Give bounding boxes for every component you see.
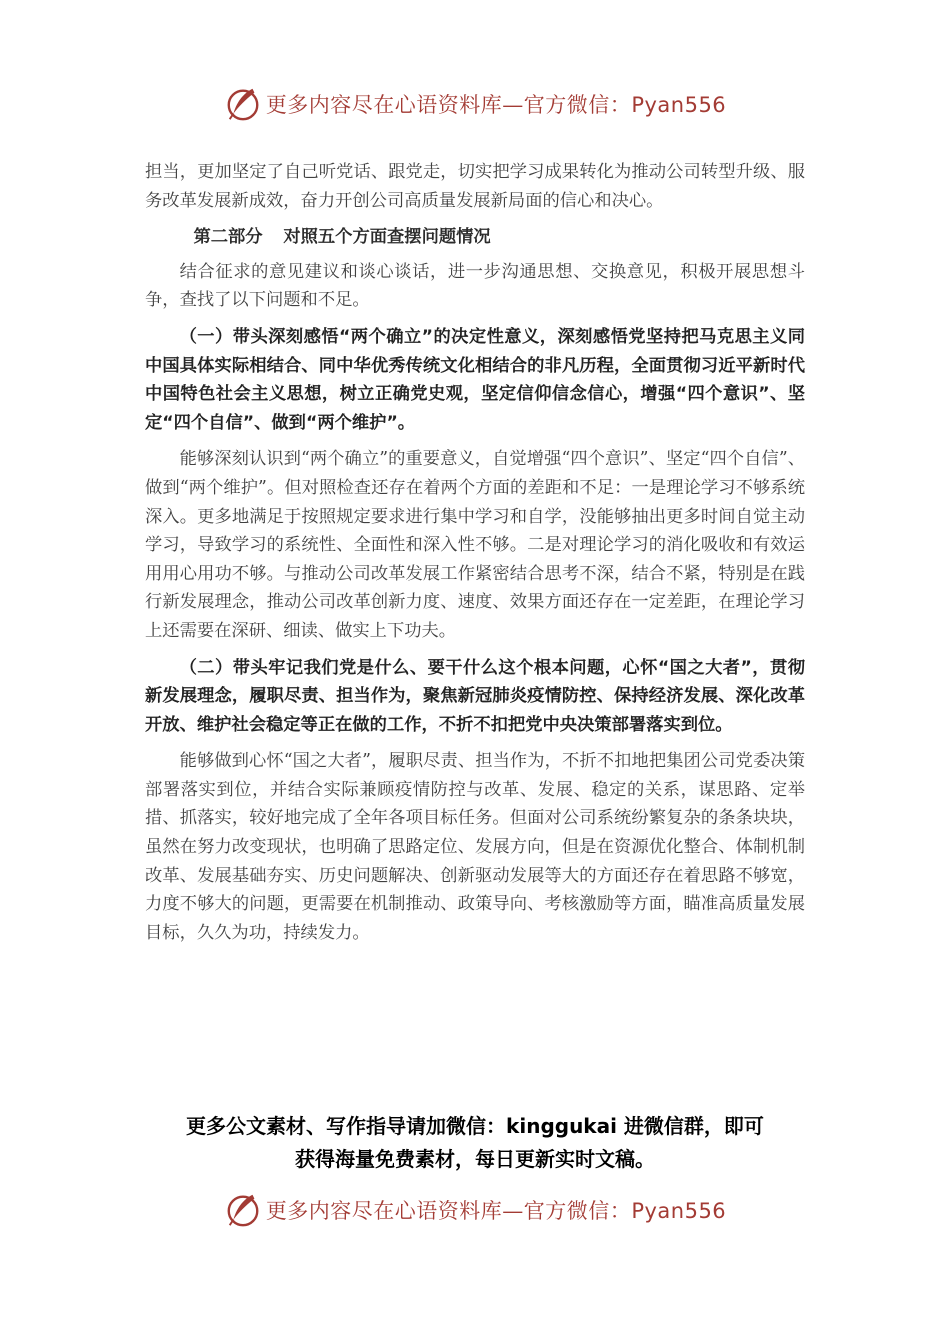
banner-text: 更多内容尽在心语资料库—官方微信：Pyan556 xyxy=(265,93,727,117)
footer-note xyxy=(0,1110,950,1176)
feather-pen-logo-icon xyxy=(224,85,262,123)
feather-pen-logo-icon xyxy=(224,1191,262,1229)
part-title xyxy=(145,223,805,252)
section-heading: （一）带头深刻感悟“两个确立”的决定性意义，深刻感悟党坚持把马克思主义同中国具体实际相结合、同中华优秀传统文化相结合的非凡历程，全面贯彻习近平新时代中国特色社会主义思想，树立正确党史观，坚定信仰信念信心，增强“四个意识”、坚定“四个自信”、做到“两个维护”。 xyxy=(145,326,805,433)
intro-paragraph: 结合征求的意见建议和谈心谈话，进一步沟通思想、交换意见，积极开展思想斗争，查找了以下问题和不足。 xyxy=(145,261,805,311)
top-banner xyxy=(0,82,950,126)
banner-wechat-id: Pyan556 xyxy=(631,93,727,117)
continuation-paragraph: 担当，更加坚定了自己听党话、跟党走，切实把学习成果转化为推动公司转型升级、服务改革发展新成效，奋力开创公司高质量发展新局面的信心和决心。 xyxy=(145,162,805,211)
part-title-text: 对照五个方面查摆问题情况 xyxy=(283,227,491,248)
section-body: 能够深刻认识到“两个确立”的重要意义，自觉增强“四个意识”、坚定“四个自信”、做到“两个维护”。但对照检查还存在着两个方面的差距和不足：一是理论学习不够系统深入。更多地满足于按照规定要求进行集中学习和自学，没能够抽出更多时间自觉主动学习，导致学习的系统性、全面性和深入性不够。二是对理论学习的消化吸收和有效运用用心用功不够。与推动公司改革发展工作紧密结合思考不深，结合不紧，特别是在践行新发展理念，推动公司改革创新力度、速度、效果方面还存在一定差距，在理论学习上还需要在深研、细读、做实上下功夫。 xyxy=(145,449,805,641)
banner-wechat-id: Pyan556 xyxy=(631,1199,727,1223)
footer-note-line: 更多公文素材、写作指导请加微信：kinggukai 进微信群，即可 xyxy=(186,1114,764,1138)
section-body: 能够做到心怀“国之大者”，履职尽责、担当作为，不折不扣地把集团公司党委决策部署落实到位，并结合实际兼顾疫情防控与改革、发展、稳定的关系，谋思路、定举措、抓落实，较好地完成了全年各项目标任务。但面对公司系统纷繁复杂的条条块块，虽然在努力改变现状，也明确了思路定位、发展方向，但是在资源优化整合、体制机制改革、发展基础夯实、历史问题解决、创新驱动发展等大的方面还存在着思路不够宽，力度不够大的问题，更需要在机制推动、政策导向、考核激励等方面，瞄准高质量发展目标，久久为功，持续发力。 xyxy=(145,751,805,943)
part-label: 第二部分 xyxy=(193,227,263,248)
bottom-banner xyxy=(0,1188,950,1232)
banner-text: 更多内容尽在心语资料库—官方微信：Pyan556 xyxy=(265,1199,727,1223)
document-body xyxy=(145,158,805,947)
section-heading: （二）带头牢记我们党是什么、要干什么这个根本问题，心怀“国之大者”，贯彻新发展理念，履职尽责、担当作为，聚焦新冠肺炎疫情防控、保持经济发展、深化改革开放、维护社会稳定等正在做的工作，不折不扣把党中央决策部署落实到位。 xyxy=(145,657,805,735)
footer-note-line: 获得海量免费素材，每日更新实时文稿。 xyxy=(295,1147,655,1171)
